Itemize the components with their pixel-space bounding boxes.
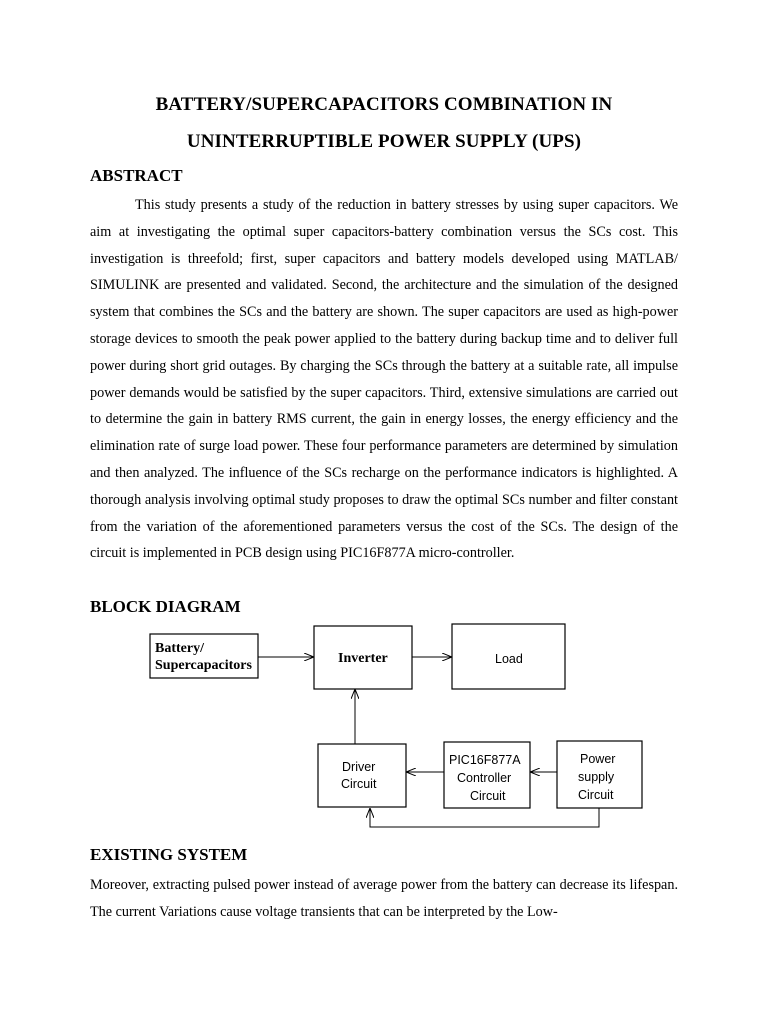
driver-block-label-1: Driver (342, 760, 376, 774)
power-supply-block-label-1: Power (580, 752, 616, 766)
arrow-power-to-driver (370, 808, 599, 827)
inverter-block-label: Inverter (338, 651, 388, 666)
existing-system-paragraph: Moreover, extracting pulsed power instead of average power from the battery can decrease its lifespan. The current Variations cause voltage transients that can be interpreted by the Low- (90, 877, 678, 920)
battery-block-label-1: Battery/ (155, 641, 204, 656)
load-block-label: Load (495, 652, 523, 666)
driver-block-box (318, 744, 406, 807)
power-supply-block-label-3: Circuit (578, 788, 614, 802)
inverter-block (314, 626, 412, 689)
controller-block-label-2: Controller (457, 771, 512, 785)
document-title-line-2: UNINTERRUPTIBLE POWER SUPPLY (UPS) (186, 131, 582, 152)
abstract-paragraph: This study presents a study of the reduction in battery stresses by using super capacitors. We aim at investigating the optimal super capacitors-battery combination versus the SCs cost. This investigation is threefold; first, super capacitors and battery models developed using MATLAB/ SIMULINK are presented and validated. Second, the architecture and the simulation of the designed system that combines the SCs and the battery are shown. The super capacitors are used as high-power storage devices to smooth the peak power applied to the battery during backup time and to deliver full power during short grid outages. By charging the SCs through the battery at a suitable rate, all impulse power demands would be satisfied by the super capacitors. Third, extensive simulations are carried out to determine the gain in battery RMS current, the gain in energy losses, the energy efficiency and the elimination rate of surge load power. These four performance parameters are determined by simulation and then analyzed. The influence of the SCs recharge on the performance indicators is highlighted. A thorough analysis involving optimal study proposes to draw the optimal SCs number and filter constant from the variation of the aforementioned parameters versus the cost of the SCs. The design of the circuit is implemented in PCB design using PIC16F877A micro-controller. (90, 197, 678, 562)
block-diagram-heading: BLOCK DIAGRAM (90, 597, 241, 616)
power-supply-circuit-block (557, 741, 642, 808)
existing-system-heading: EXISTING SYSTEM (90, 845, 248, 864)
abstract-heading: ABSTRACT (90, 166, 183, 185)
battery-block-label-2: Supercapacitors (155, 658, 252, 673)
power-supply-block-label-2: supply (578, 770, 615, 784)
driver-block-label-2: Circuit (341, 777, 377, 791)
controller-circuit-block (444, 742, 530, 808)
load-block (452, 624, 565, 689)
driver-circuit-block (318, 744, 406, 807)
battery-supercapacitors-block (150, 634, 258, 678)
controller-block-label-1: PIC16F877A (449, 753, 521, 767)
controller-block-label-3: Circuit (470, 789, 506, 803)
document-title-line-1: BATTERY/SUPERCAPACITORS COMBINATION IN (155, 94, 613, 115)
